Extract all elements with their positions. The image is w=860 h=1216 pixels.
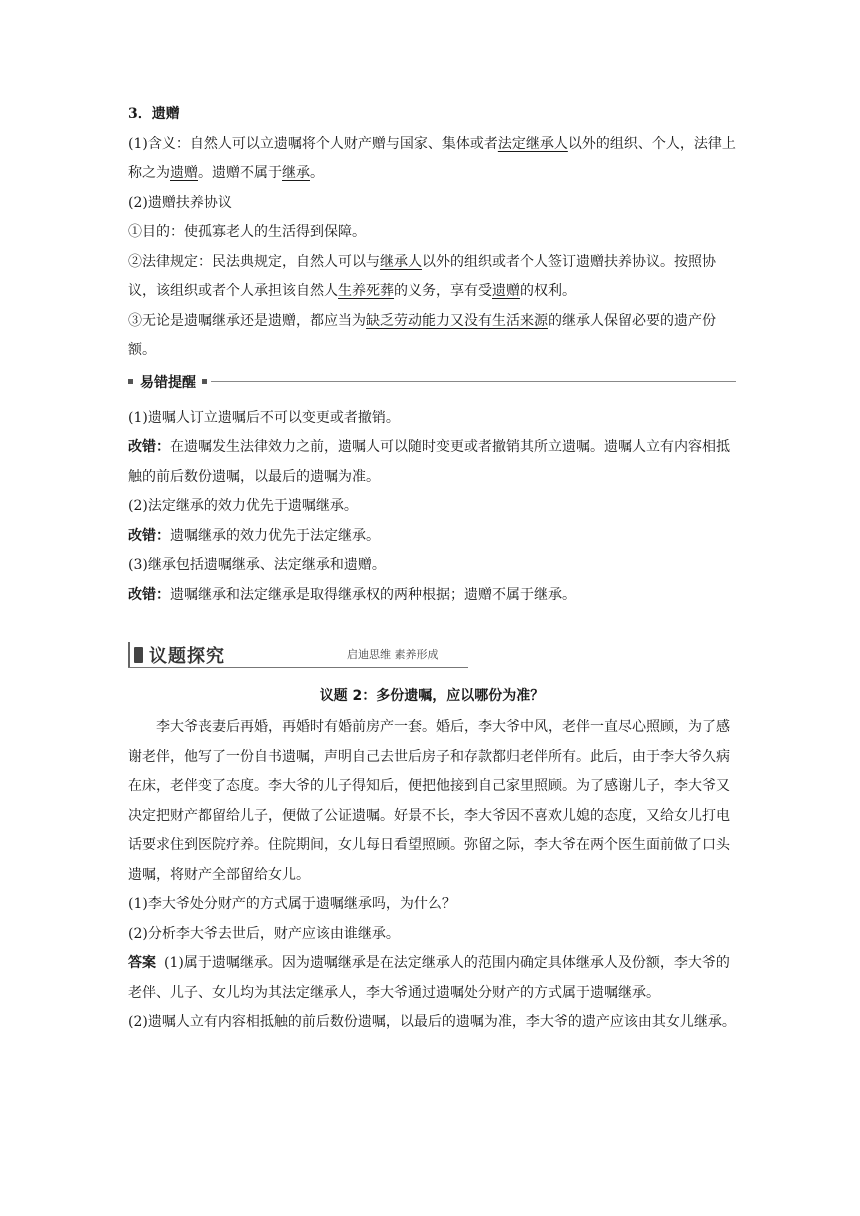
section-heading: 3．遗赠: [128, 106, 180, 122]
agreement-heading: (2)遗赠扶养协议: [128, 194, 232, 211]
content: [128, 100, 736, 1038]
underlined-term: 缺乏劳动能力又没有生活来源: [366, 312, 548, 329]
answer-label: 答案: [128, 955, 156, 971]
definition: [128, 130, 736, 189]
text: 以外的组织或者个人签订遗赠扶养协议。按照协议，该组织或者个人承担该自然人: [128, 253, 716, 299]
mistake-question: (2)法定继承的效力优先于遗嘱继承。: [128, 498, 358, 514]
mistake-question: (1)遗嘱人订立遗嘱后不可以变更或者撤销。: [128, 409, 400, 426]
mistake-correction: [128, 581, 736, 611]
answer-1: [128, 949, 736, 1008]
text: 。遗赠不属于: [198, 165, 282, 181]
banner-divider: [128, 667, 468, 668]
mistakes-header: [128, 370, 736, 394]
correction-text: 在遗嘱发生法律效力之前，遗嘱人可以随时变更或者撤销其所立遗嘱。遗嘱人立有内容相抵触的前后数份遗嘱，以最后的遗嘱为准。: [128, 439, 730, 485]
purpose: ①目的：使孤寡老人的生活得到保障。: [128, 224, 366, 240]
correction-text: 遗嘱继承的效力优先于法定继承。: [170, 527, 380, 544]
text: (1)含义：自然人可以立遗嘱将个人财产赠与国家、集体或者: [128, 135, 498, 152]
topic-banner: [128, 634, 736, 668]
banner-title: 议题探究: [149, 646, 225, 667]
underlined-term: 生养死葬: [338, 283, 394, 299]
text: ②法律规定：民法典规定，自然人可以与: [128, 253, 380, 270]
text: 的义务，享有受: [394, 283, 492, 299]
underlined-term: 法定继承人: [497, 135, 568, 152]
text: 以外的组织、个人，法律上称之为: [128, 135, 736, 181]
banner-subtitle: 启迪思维 素养形成: [347, 648, 439, 661]
answer-2: (2)遗嘱人立有内容相抵触的前后数份遗嘱，以最后的遗嘱为准，李大爷的遗产应该由其女儿继承。: [128, 1014, 736, 1030]
divider: [211, 381, 736, 382]
mistake-correction: [128, 522, 736, 552]
text: 的权利。: [520, 283, 576, 299]
law-provision: [128, 248, 736, 307]
answer-text: (1)属于遗嘱继承。因为遗嘱继承是在法定继承人的范围内确定具体继承人及份额，李大爷的老伴、儿子、女儿均为其法定继承人，李大爷通过遗嘱处分财产的方式属于遗嘱继承。: [128, 955, 730, 1001]
correction-text: 遗嘱继承和法定继承是取得继承权的两种根据；遗赠不属于继承。: [170, 586, 576, 603]
underlined-term: 遗赠: [492, 283, 520, 299]
mistake-correction: [128, 433, 736, 492]
correction-label: 改错：: [128, 586, 170, 603]
flag-icon: [134, 647, 143, 663]
case-story: 李大爷丧妻后再婚，再婚时有婚前房产一套。婚后，李大爷中风，老伴一直尽心照顾，为了感谢老伴，他写了一份自书遗嘱，声明自己去世后房子和存款都归老伴所有。此后，由于李大爷久病在床，老伴变了态度。李大爷的儿子得知后，便把他接到自己家里照顾。为了感谢儿子，李大爷又决定把财产都留给儿子，便做了公证遗嘱。好景不长，李大爷因不喜欢儿媳的态度，又给女儿打电话要求住到医院疗养。住院期间，女儿每日看望照顾。弥留之际，李大爷在两个医生面前做了口头遗嘱，将财产全部留给女儿。: [128, 719, 730, 883]
underlined-term: 继承: [282, 165, 310, 181]
question-2: (2)分析李大爷去世后，财产应该由谁继承。: [128, 925, 400, 942]
text: 。: [310, 165, 324, 181]
banner-flag: [128, 642, 225, 668]
text: 的继承人保留必要的遗产份额。: [128, 312, 716, 358]
mistake-question: (3)继承包括遗嘱继承、法定继承和遗赠。: [128, 557, 386, 573]
correction-label: 改错：: [128, 527, 170, 544]
underlined-term: 继承人: [380, 253, 422, 270]
rule: [128, 307, 736, 366]
correction-label: 改错：: [128, 439, 170, 455]
square-bullet-icon: [128, 379, 133, 384]
underlined-term: 遗赠: [170, 165, 198, 181]
text: ③无论是遗嘱继承还是遗赠，都应当为: [128, 312, 366, 329]
mistakes-title: 易错提醒: [140, 374, 196, 391]
question-1: (1)李大爷处分财产的方式属于遗嘱继承吗，为什么？: [128, 896, 456, 912]
topic-title: 议题 2：多份遗嘱，应以哪份为准？: [319, 688, 545, 704]
square-bullet-icon: [202, 379, 207, 384]
